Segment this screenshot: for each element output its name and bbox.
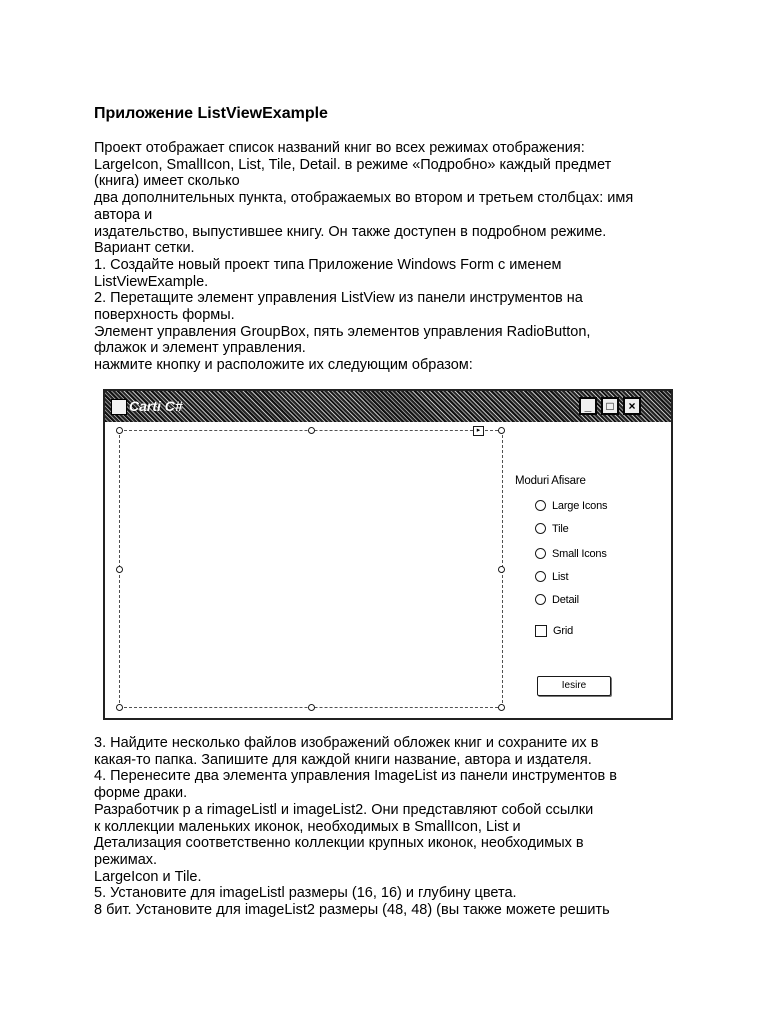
text-line: LargeIcon, SmallIcon, List, Tile, Detail. в режиме «Подробно» каждый предмет <box>94 156 612 173</box>
groupbox-label: Moduri Afisare <box>515 475 586 487</box>
text-line: 5. Установите для imageListl размеры (16, 16) и глубину цвета. <box>94 885 517 902</box>
radio-circle-icon[interactable] <box>535 548 546 559</box>
text-line: какая-то папка. Запишите для каждой книги название, автора и издателя. <box>94 751 592 768</box>
text-line: (книга) имеет сколько <box>94 173 240 190</box>
form-screenshot-figure <box>103 389 673 720</box>
radio-label: List <box>552 570 569 583</box>
text-line: 8 бит. Установите для imageList2 размеры (48, 48) (вы также можете решить <box>94 902 610 919</box>
text-line: два дополнительных пункта, отображаемых во втором и третьем столбцах: имя <box>94 190 634 207</box>
smart-tag-icon[interactable]: ▸ <box>473 426 484 436</box>
minimize-button[interactable]: _ <box>579 397 597 415</box>
resize-handle[interactable] <box>116 704 123 711</box>
app-icon <box>111 399 127 415</box>
text-line: ListViewExample. <box>94 273 209 290</box>
text-line: автора и <box>94 206 153 223</box>
text-line: 3. Найдите несколько файлов изображений обложек книг и сохраните их в <box>94 735 599 751</box>
close-button[interactable]: × <box>623 397 641 415</box>
radio-circle-icon[interactable] <box>535 594 546 605</box>
page-title: Приложение ListViewExample <box>94 105 328 122</box>
text-line: режимах. <box>94 851 158 868</box>
resize-handle[interactable] <box>308 704 315 711</box>
checkbox-square-icon[interactable] <box>535 625 547 637</box>
radio-small-icons[interactable] <box>535 545 607 561</box>
radio-label: Small Icons <box>552 547 607 560</box>
text-line: 1. Создайте новый проект типа Приложение Windows Form с именем <box>94 256 562 273</box>
radio-label: Large Icons <box>552 499 608 512</box>
resize-handle[interactable] <box>498 704 505 711</box>
text-line: Детализация соответственно коллекции крупных иконок, необходимых в <box>94 835 584 852</box>
intro-text <box>94 140 694 374</box>
checkbox-label: Grid <box>553 624 573 637</box>
window-title: Carti C# <box>129 398 183 414</box>
text-line: флажок и элемент управления. <box>94 340 306 357</box>
radio-circle-icon[interactable] <box>535 500 546 511</box>
text-line: LargeIcon и Tile. <box>94 868 202 885</box>
text-line: нажмите кнопку и расположите их следующим образом: <box>94 357 473 374</box>
text-line: Проект отображает список названий книг во всех режимах отображения: <box>94 140 585 156</box>
steps-text <box>94 735 694 919</box>
resize-handle[interactable] <box>308 427 315 434</box>
radio-tile[interactable] <box>535 520 569 536</box>
text-line: поверхность формы. <box>94 307 235 324</box>
text-line: к коллекции маленьких иконок, необходимых в SmallIcon, List и <box>94 818 521 835</box>
text-line: издательство, выпустившее книгу. Он также доступен в подробном режиме. <box>94 223 607 240</box>
resize-handle[interactable] <box>498 566 505 573</box>
radio-list[interactable] <box>535 568 568 584</box>
resize-handle[interactable] <box>116 566 123 573</box>
radio-label: Tile <box>552 522 569 535</box>
text-line: 2. Перетащите элемент управления ListView из панели инструментов на <box>94 290 583 307</box>
text-line: 4. Перенесите два элемента управления ImageList из панели инструментов в <box>94 768 617 785</box>
resize-handle[interactable] <box>498 427 505 434</box>
listview-control[interactable] <box>119 430 503 708</box>
exit-button[interactable]: Iesire <box>537 676 611 696</box>
text-line: Вариант сетки. <box>94 240 195 257</box>
text-line: Разработчик p a rimageListl и imageList2. Они представляют собой ссылки <box>94 801 594 818</box>
window-titlebar <box>105 391 671 422</box>
radio-circle-icon[interactable] <box>535 523 546 534</box>
radio-label: Detail <box>552 593 579 606</box>
radio-large-icons[interactable] <box>535 497 607 513</box>
text-line: Элемент управления GroupBox, пять элементов управления RadioButton, <box>94 323 591 340</box>
radio-detail[interactable] <box>535 591 579 607</box>
resize-handle[interactable] <box>116 427 123 434</box>
radio-circle-icon[interactable] <box>535 571 546 582</box>
text-line: форме драки. <box>94 785 188 802</box>
grid-checkbox-row[interactable] <box>535 622 573 638</box>
maximize-button[interactable]: □ <box>601 397 619 415</box>
